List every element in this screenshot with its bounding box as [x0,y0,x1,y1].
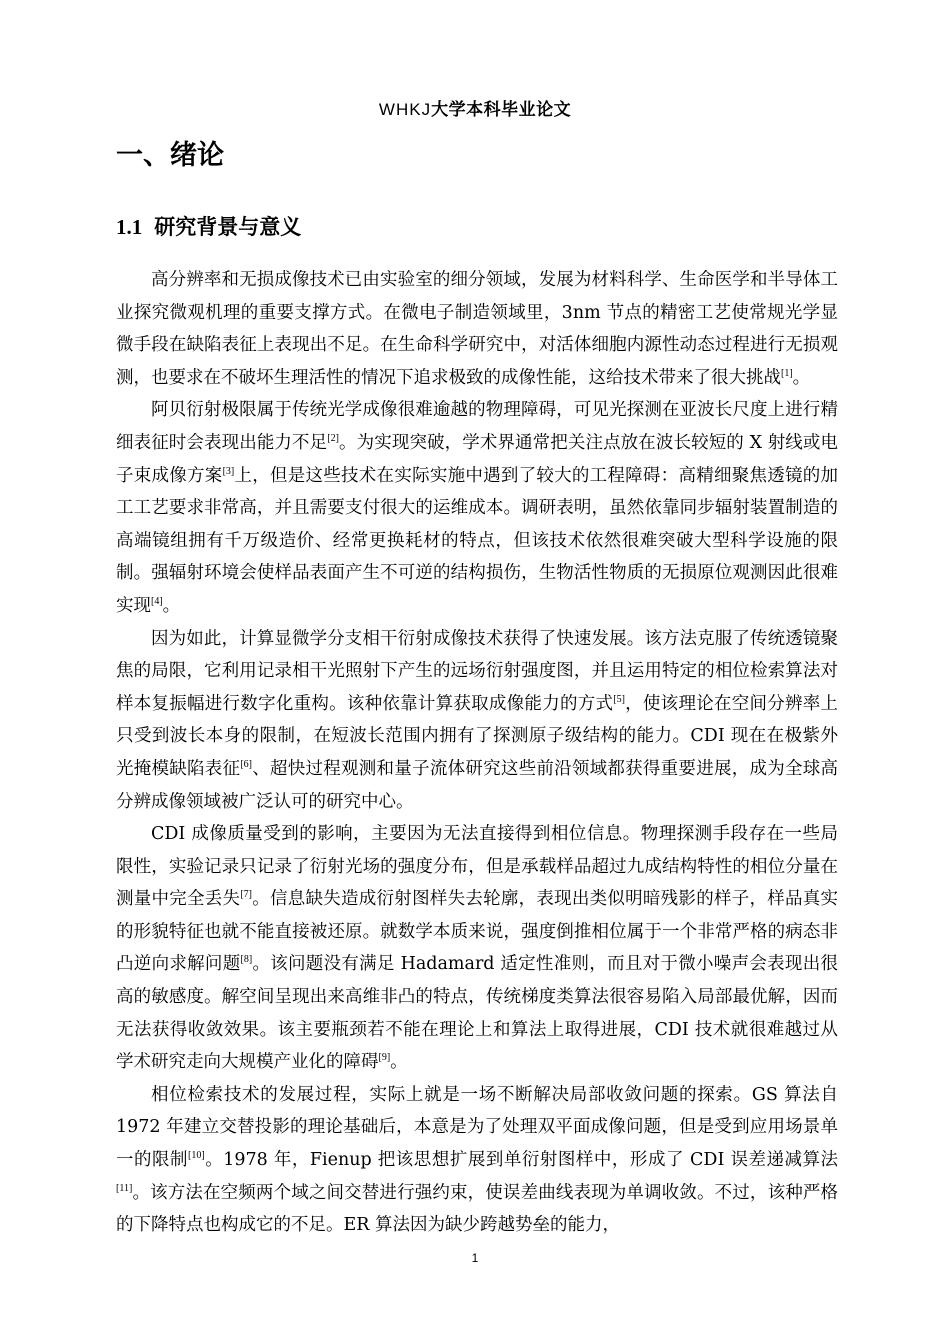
body-paragraph [116,264,838,394]
paragraph-text: 上，但是这些技术在实际实施中遇到了较大的工程障碍：高精细聚焦透镜的加工工艺要求非常高，并且需要支付很大的运维成本。调研表明，虽然依靠同步辐射装置制造的高端镜组拥有千万级造价、经常更换耗材的特点，但该技术依然很难突破大型科学设施的限制。强辐射环境会使样品表面产生不可逆的结构损伤，生物活性物质的无损原位观测因此很难实现 [116,465,839,616]
paragraph-text: ，使该理论在空间分辨率上只受到波长本身的限制，在短波长范围内拥有了探测原子级结构的能力。CDI 现在在极紫外光掩模缺陷表征 [116,693,839,779]
citation-marker: [2] [327,433,339,445]
paragraph-text: 阿贝衍射极限属于传统光学成像很难逾越的物理障碍，可见光探测在亚波长尺度上进行精细表征时会表现出能力不足 [116,400,838,453]
paragraph-text: 相位检索技术的发展过程，实际上就是一场不断解决局部收敛问题的探索。GS 算法自 1972 年建立交替投影的理论基础后，本意是为了处理双平面成像问题，但是受到应用场景单一的限制 [116,1084,838,1171]
citation-marker: [8] [240,954,253,966]
citation-marker: [10] [188,1150,205,1162]
citation-marker: [9] [378,1052,391,1064]
citation-marker: [1] [781,367,793,379]
paragraph-text: 。 [792,367,811,388]
paragraph-text: 。信息缺失造成衍射图样失去轮廓，表现出类似明暗残影的样子，样品真实的形貌特征也就不能直接被还原。就数学本质来说，强度倒推相位属于一个非常严格的病态非凸逆向求解问题 [116,889,839,975]
section-title [116,211,301,241]
citation-marker: [6] [240,759,252,771]
body-paragraph [116,623,838,819]
header-thesis-label: 大学本科毕业论文 [431,100,572,120]
citation-marker: [5] [613,693,625,705]
section-number: 1.1 [116,215,143,239]
paragraph-text: 高分辨率和无损成像技术已由实验室的细分领域，发展为材料科学、生命医学和半导体工业探究微观机理的重要支撑方式。在微电子制造领域里，3nm 节点的精密工艺使常规光学显微手段在缺陷表征上表现出不足。在生命科学研究中，对活体细胞内源性动态过程进行无损观测，也要求在不破坏生理活性的情况下追求极致的成像性能，这给技术带来了很大挑战 [116,270,838,388]
citation-marker: [3] [222,465,235,477]
body-text [116,264,838,1242]
paragraph-text: 。 [162,595,181,616]
body-paragraph [116,818,838,1079]
header-university-code: WHKJ [378,100,432,119]
paragraph-text: 。为实现突破，学术界通常把关注点放在波长较短的 X 射线或电子束成像方案 [116,432,838,486]
paragraph-text: 。1978 年，Fienup 把该思想扩展到单衍射图样中，形成了 CDI 误差递减算法 [204,1150,838,1171]
citation-marker: [7] [240,889,252,901]
page-number: 1 [471,1251,479,1265]
paragraph-text: 、超快过程观测和量子流体研究这些前沿领域都获得重要进展，成为全球高分辨成像领域被广泛认可的研究中心。 [116,758,839,812]
paragraph-text: CDI 成像质量受到的影响，主要因为无法直接得到相位信息。物理探测手段存在一些局限性，实验记录只记录了衍射光场的强度分布，但是承载样品超过九成结构特性的相位分量在测量中完全丢失 [116,824,838,910]
section-title-text: 研究背景与意义 [154,215,302,239]
running-header [0,95,950,120]
paragraph-text: 。该方法在空频两个域之间交替进行强约束，使误差曲线表现为单调收敛。不过，该种严格的下降特点也构成它的不足。ER 算法因为缺少跨越势垒的能力， [116,1182,838,1236]
paragraph-text: 。 [390,1052,408,1073]
chapter-title: 一、绪论 [116,140,224,171]
paragraph-text: 因为如此，计算显微学分支相干衍射成像技术获得了快速发展。该方法克服了传统透镜聚焦的局限，它利用记录相干光照射下产生的远场衍射强度图，并且运用特定的相位检索算法对样本复振幅进行数字化重构。该种依靠计算获取成像能力的方式 [116,628,838,714]
body-paragraph [116,394,838,622]
body-paragraph [116,1079,838,1242]
paragraph-text: 。该问题没有满足 Hadamard 适定性准则，而且对于微小噪声会表现出很高的敏感度。解空间呈现出来高维非凸的特点，传统梯度类算法很容易陷入局部最优解，因而无法获得收敛效果。该主要瓶颈若不能在理论上和算法上取得进展，CDI 技术就很难越过从学术研究走向大规模产业化的障碍 [116,954,838,1073]
citation-marker: [11] [116,1182,133,1194]
citation-marker: [4] [151,596,163,608]
